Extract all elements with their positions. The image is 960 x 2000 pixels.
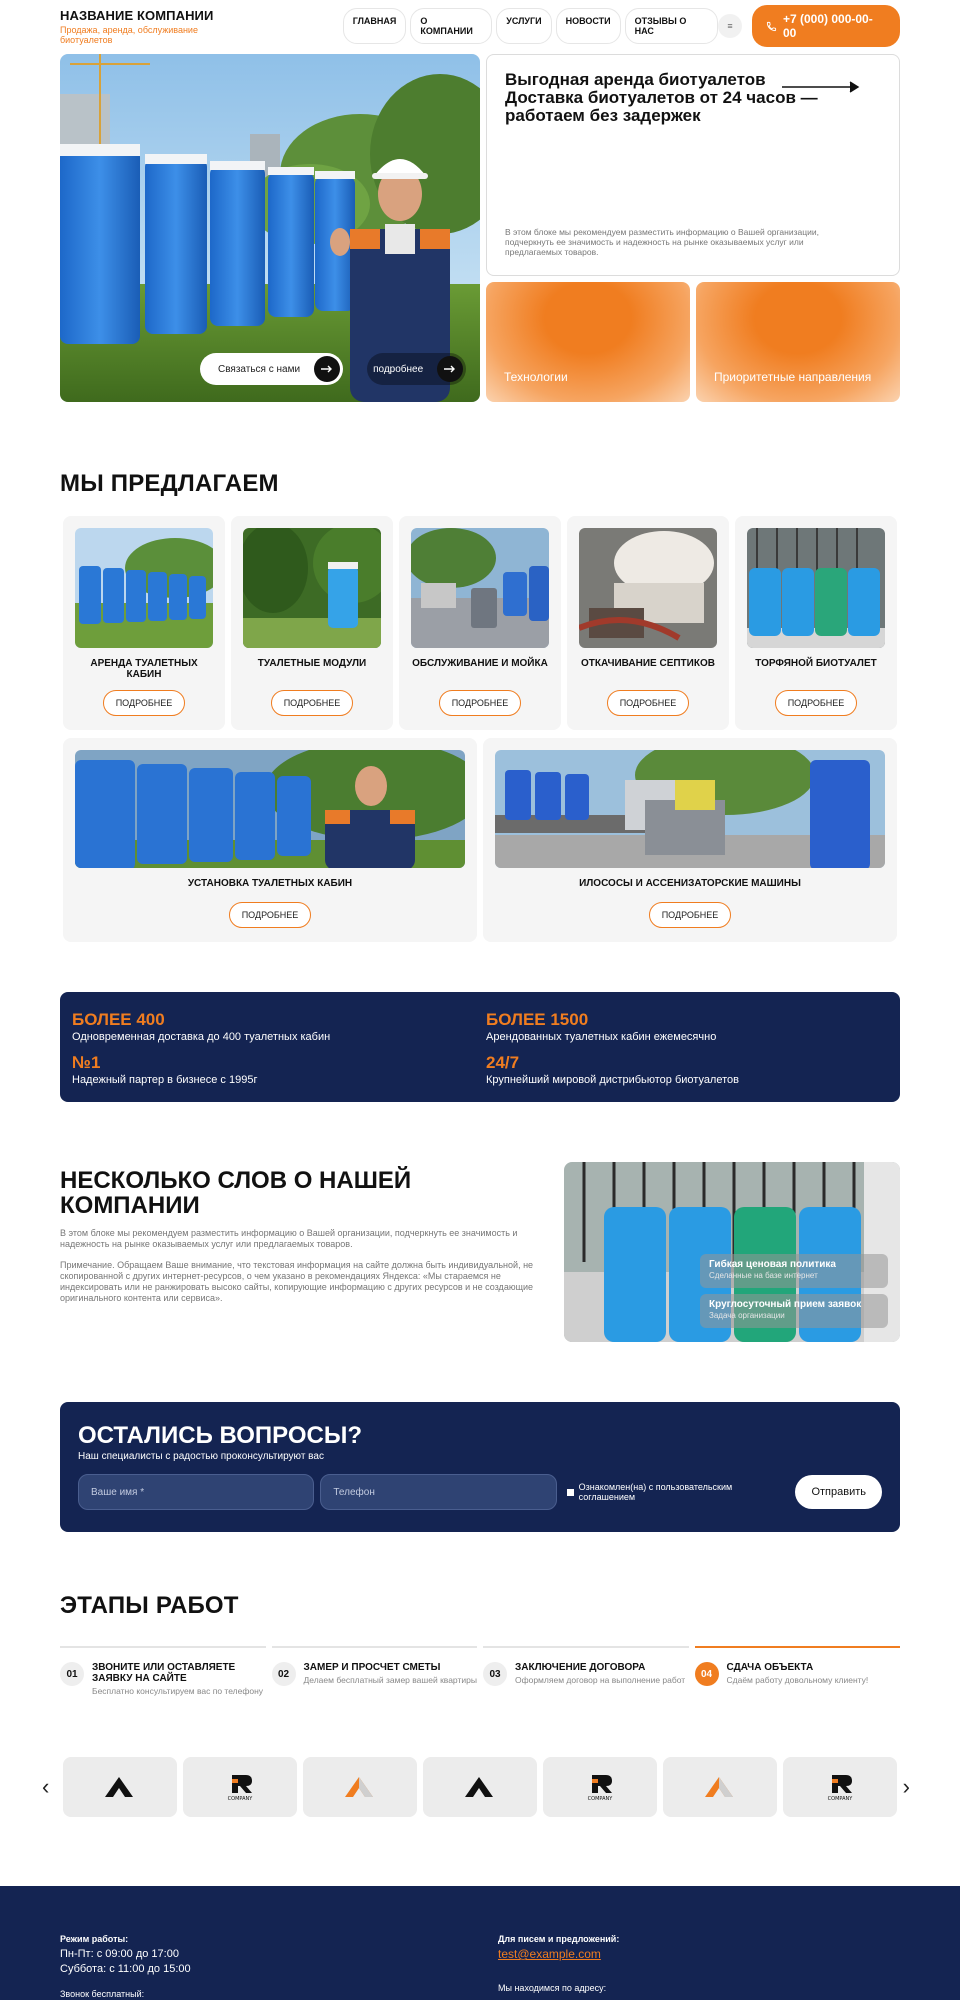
partner-logo-r-company[interactable] (183, 1757, 297, 1817)
offer-image-peat-toilet (747, 528, 885, 648)
offer-image-cabin-installation (75, 750, 465, 868)
offer-name: ОБСЛУЖИВАНИЕ И МОЙКА (412, 658, 548, 669)
nav-reviews[interactable]: ОТЗЫВЫ О НАС (625, 8, 718, 44)
steps-section (60, 1592, 900, 1696)
send-button[interactable]: Отправить (795, 1475, 882, 1509)
hero-more-label: подробнее (373, 363, 424, 375)
phone-number: +7 (000) 000-00-00 (783, 12, 873, 40)
offer-name: АРЕНДА ТУАЛЕТНЫХ КАБИН (90, 658, 198, 680)
tile-technologies[interactable] (486, 282, 690, 402)
stat-value: 24/7 (486, 1053, 520, 1072)
contact-us-label: Связаться с нами (218, 363, 301, 375)
checkbox-icon (567, 1489, 574, 1496)
phone-input[interactable]: Телефон (320, 1474, 556, 1510)
offer-card (483, 738, 897, 942)
hero-text-card (486, 54, 900, 276)
about-photo (564, 1162, 900, 1342)
offer-card (567, 516, 729, 730)
header-actions (718, 5, 900, 47)
partner-logo-r-company[interactable] (783, 1757, 897, 1817)
stat-label: Одновременная доставка до 400 туалетных кабин (72, 1031, 331, 1043)
step-subtitle: Бесплатно консультируем вас по телефону (92, 1686, 264, 1696)
hero-buttons (200, 353, 466, 385)
offer-card (63, 738, 477, 942)
hero-tiles (486, 282, 900, 402)
hero-photo (60, 54, 480, 402)
stat-value: БОЛЕЕ 400 (72, 1010, 165, 1029)
name-input[interactable]: Ваше имя * (78, 1474, 314, 1510)
partners-carousel (0, 1756, 960, 1818)
site-header (60, 0, 900, 48)
stat-value: БОЛЕЕ 1500 (486, 1010, 589, 1029)
offers-section (60, 402, 900, 942)
about-badge (700, 1254, 888, 1288)
offer-image-service-washing (411, 528, 549, 648)
hero-section (60, 54, 900, 402)
questions-form (78, 1474, 882, 1510)
nav-services[interactable]: УСЛУГИ (496, 8, 551, 44)
offer-name: ТУАЛЕТНЫЕ МОДУЛИ (257, 658, 367, 669)
step-number: 01 (60, 1662, 84, 1686)
stats-section (60, 992, 900, 1102)
badge-title: Гибкая ценовая политика (709, 1259, 836, 1270)
offer-name: УСТАНОВКА ТУАЛЕТНЫХ КАБИН (187, 878, 353, 889)
step-subtitle: Оформляем договор на выполнение работ (515, 1675, 686, 1685)
offers-row-1 (60, 516, 900, 730)
about-note: Примечание. Обращаем Ваше внимание, что текстовая информация на сайте должна быть индивидуальной, не скопированной с других интернет-ресурсов, о чем указано в рекомендациях Яндекса: «Мы стараемся не индексировать или не ранжировать высоко сайты, копирующие информацию с других ресурсов и не создающие оригинального контента или сервиса». (60, 1260, 534, 1303)
about-title: НЕСКОЛЬКО СЛОВ О НАШЕЙ КОМПАНИИ (60, 1167, 412, 1219)
step-subtitle: Сдаём работу довольному клиенту! (726, 1675, 869, 1685)
hero-title: Выгодная аренда биотуалетов Доставка биотуалетов от 24 часов — работаем без задержек (505, 70, 818, 125)
main-nav (343, 8, 718, 44)
nav-home[interactable]: ГЛАВНАЯ (343, 8, 407, 44)
company-name: НАЗВАНИЕ КОМПАНИИ (60, 7, 214, 23)
stat-label: Надежный партер в бизнесе с 1995г (72, 1074, 258, 1086)
partner-company-word: COMPANY (587, 1796, 613, 1801)
questions-title: ОСТАЛИСЬ ВОПРОСЫ? (78, 1422, 363, 1449)
long-arrow-icon (782, 81, 862, 93)
stat-label: Арендованных туалетных кабин ежемесячно (486, 1031, 717, 1043)
offers-row-2 (60, 738, 900, 942)
about-badge (700, 1294, 888, 1328)
offer-name: ОТКАЧИВАНИЕ СЕПТИКОВ (581, 658, 715, 669)
steps-title: ЭТАПЫ РАБОТ (60, 1592, 239, 1619)
badge-subtitle: Сделанные на базе интернет (709, 1271, 818, 1280)
offer-name: ИЛОСОСЫ И АССЕНИЗАТОРСКИЕ МАШИНЫ (579, 878, 801, 889)
step-item (60, 1646, 266, 1696)
offer-card (399, 516, 561, 730)
offer-card (231, 516, 393, 730)
agreement-label: Ознакомлен(на) с пользовательским соглашением (578, 1482, 733, 1502)
partner-logo-a[interactable] (63, 1757, 177, 1817)
offer-more-button[interactable]: ПОДРОБНЕЕ (607, 690, 690, 716)
address-label: Мы находимся по адресу: (498, 1983, 607, 1993)
nav-about[interactable]: О КОМПАНИИ (410, 8, 492, 44)
nav-news[interactable]: НОВОСТИ (556, 8, 621, 44)
step-title: ЗАМЕР И ПРОСЧЕТ СМЕТЫ (303, 1662, 441, 1673)
questions-subtitle: Наш специалисты с радостью проконсультируют вас (78, 1451, 324, 1462)
badge-subtitle: Задача организации (709, 1311, 785, 1320)
partner-logo-a-orange[interactable] (303, 1757, 417, 1817)
offer-more-button[interactable]: ПОДРОБНЕЕ (229, 902, 312, 928)
hours-label: Режим работы: (60, 1934, 129, 1944)
stat-item (486, 1010, 900, 1043)
free-call-label: Звонок бесплатный: (60, 1989, 145, 1999)
step-title: ЗАКЛЮЧЕНИЕ ДОГОВОРА (515, 1662, 646, 1673)
menu-icon[interactable]: ≡ (718, 14, 742, 38)
offer-more-button[interactable]: ПОДРОБНЕЕ (649, 902, 732, 928)
offer-more-button[interactable]: ПОДРОБНЕЕ (775, 690, 858, 716)
partner-logo-a-orange[interactable] (663, 1757, 777, 1817)
hero-right (486, 54, 900, 402)
offer-image-septic-pumping (579, 528, 717, 648)
questions-section (60, 1402, 900, 1532)
agreement-checkbox[interactable] (567, 1482, 790, 1502)
hero-more-button[interactable] (367, 353, 466, 385)
tile-priority-label: Приоритетные направления (714, 370, 872, 384)
chevron-left-icon[interactable]: ‹ (42, 1774, 50, 1799)
offer-more-button[interactable]: ПОДРОБНЕЕ (271, 690, 354, 716)
contact-us-button[interactable] (200, 353, 343, 385)
email-link[interactable]: test@example.com (498, 1947, 601, 1961)
offer-name: ТОРФЯНОЙ БИОТУАЛЕТ (755, 658, 877, 669)
about-paragraph: В этом блоке мы рекомендуем разместить информацию о Вашей организации, подчеркнуть ее значимость и надежность на рынке оказываемых услуг или предлагаемых товаров. (60, 1228, 518, 1249)
step-title: ЗВОНИТЕ ИЛИ ОСТАВЛЯЕТЕ ЗАЯВКУ НА САЙТЕ (92, 1662, 236, 1684)
arrow-right-icon (437, 356, 463, 382)
step-item-active (695, 1646, 901, 1696)
offers-title: МЫ ПРЕДЛАГАЕМ (60, 470, 279, 497)
offer-image-sewage-trucks (495, 750, 885, 868)
step-number: 04 (695, 1662, 719, 1686)
offer-image-toilet-module (243, 528, 381, 648)
stat-label: Крупнейший мировой дистрибьютор биотуалетов (486, 1074, 739, 1086)
step-subtitle: Делаем бесплатный замер вашей квартиры (303, 1675, 477, 1685)
badge-title: Круглосуточный прием заявок (709, 1299, 862, 1310)
about-section (60, 1162, 900, 1342)
footer-hours (60, 1934, 498, 1999)
step-title: СДАЧА ОБЪЕКТА (726, 1662, 814, 1673)
footer-inner (60, 1886, 900, 1999)
step-number: 03 (483, 1662, 507, 1686)
footer-contacts (498, 1934, 900, 1999)
steps-list (60, 1646, 900, 1696)
partner-logo-a[interactable] (423, 1757, 537, 1817)
partner-company-word: COMPANY (227, 1796, 253, 1801)
stat-item (72, 1053, 486, 1086)
brand[interactable] (60, 8, 253, 45)
offer-more-button[interactable]: ПОДРОБНЕЕ (439, 690, 522, 716)
offer-more-button[interactable]: ПОДРОБНЕЕ (103, 690, 186, 716)
partner-company-word: COMPANY (827, 1796, 853, 1801)
hero-description: В этом блоке мы рекомендуем разместить информацию о Вашей организации, подчеркнуть ее значимость и надежность на рынке оказываемых услуг или предлагаемых товаров. (505, 227, 819, 257)
phone-icon (766, 21, 777, 32)
company-tagline: Продажа, аренда, обслуживание биотуалетов (60, 24, 198, 45)
tile-technologies-label: Технологии (504, 370, 568, 384)
partner-logo-r-company[interactable] (543, 1757, 657, 1817)
chevron-right-icon[interactable]: › (902, 1774, 910, 1799)
stat-value: №1 (72, 1053, 101, 1072)
tile-priority-directions[interactable] (696, 282, 900, 402)
about-text (60, 1162, 540, 1342)
step-item (272, 1646, 478, 1696)
offer-card (63, 516, 225, 730)
hours-saturday: Суббота: с 11:00 до 15:00 (60, 1963, 191, 1975)
offer-image-cabins-rental (75, 528, 213, 648)
phone-button[interactable] (752, 5, 900, 47)
stat-item (486, 1053, 900, 1086)
arrow-right-icon (314, 356, 340, 382)
hero-image-toilets-worker (60, 54, 480, 402)
mail-label: Для писем и предложений: (498, 1934, 620, 1944)
stat-item (72, 1010, 486, 1043)
hours-weekdays: Пн-Пт: с 09:00 до 17:00 (60, 1948, 179, 1960)
step-number: 02 (272, 1662, 296, 1686)
site-footer (0, 1886, 960, 2000)
step-item (483, 1646, 689, 1696)
offer-card (735, 516, 897, 730)
